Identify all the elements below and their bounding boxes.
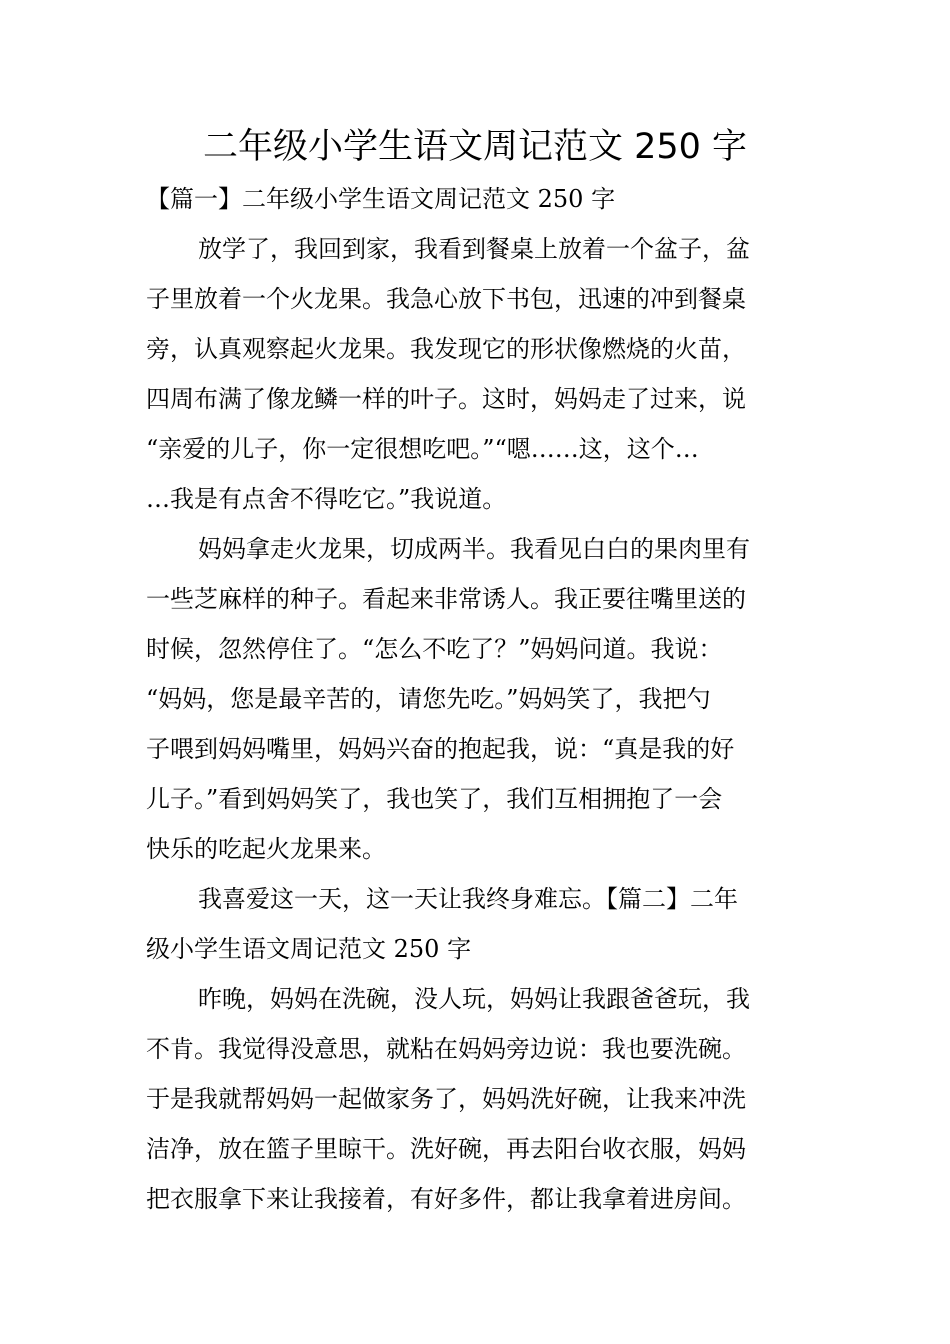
text-line: 儿子。”看到妈妈笑了，我也笑了，我们互相拥抱了一会 bbox=[146, 785, 723, 813]
document-body bbox=[146, 174, 806, 1224]
text-line: 放学了，我回到家，我看到餐桌上放着一个盆子，盆 bbox=[198, 235, 750, 263]
text-line: 妈妈拿走火龙果，切成两半。我看见白白的果肉里有 bbox=[198, 535, 750, 563]
text-line: “亲爱的儿子，你一定很想吃吧。”“嗯……这，这个… bbox=[146, 435, 699, 463]
text-line: 一些芝麻样的种子。看起来非常诱人。我正要往嘴里送的 bbox=[146, 585, 746, 613]
text-line: 昨晚，妈妈在洗碗，没人玩，妈妈让我跟爸爸玩，我 bbox=[198, 985, 750, 1013]
text-line: 旁，认真观察起火龙果。我发现它的形状像燃烧的火苗， bbox=[146, 335, 746, 363]
document-title: 二年级小学生语文周记范文 250 字 bbox=[202, 127, 748, 167]
text-line: 洁净，放在篮子里晾干。洗好碗，再去阳台收衣服，妈妈 bbox=[146, 1135, 746, 1163]
text-line: 把衣服拿下来让我接着，有好多件，都让我拿着进房间。 bbox=[146, 1185, 746, 1213]
text-line: 子里放着一个火龙果。我急心放下书包，迅速的冲到餐桌 bbox=[146, 285, 746, 313]
text-line: 四周布满了像龙鳞一样的叶子。这时，妈妈走了过来，说 bbox=[146, 385, 746, 413]
text-line: 不肯。我觉得没意思，就粘在妈妈旁边说：我也要洗碗。 bbox=[146, 1035, 746, 1063]
text-line: 快乐的吃起火龙果来。 bbox=[146, 835, 386, 863]
text-line: “妈妈，您是最辛苦的，请您先吃。”妈妈笑了，我把勺 bbox=[146, 685, 711, 713]
text-line: 于是我就帮妈妈一起做家务了，妈妈洗好碗，让我来冲洗 bbox=[146, 1085, 746, 1113]
text-line: 我喜爱这一天，这一天让我终身难忘。【篇二】二年 bbox=[198, 885, 738, 913]
text-line: 级小学生语文周记范文 250 字 bbox=[146, 935, 472, 963]
text-line: 时候，忽然停住了。“怎么不吃了？”妈妈问道。我说： bbox=[146, 635, 723, 663]
text-line: …我是有点舍不得吃它。”我说道。 bbox=[146, 485, 507, 513]
text-line: 子喂到妈妈嘴里，妈妈兴奋的抱起我，说：“真是我的好 bbox=[146, 735, 735, 763]
section-heading-1: 【篇一】二年级小学生语文周记范文 250 字 bbox=[146, 185, 616, 213]
